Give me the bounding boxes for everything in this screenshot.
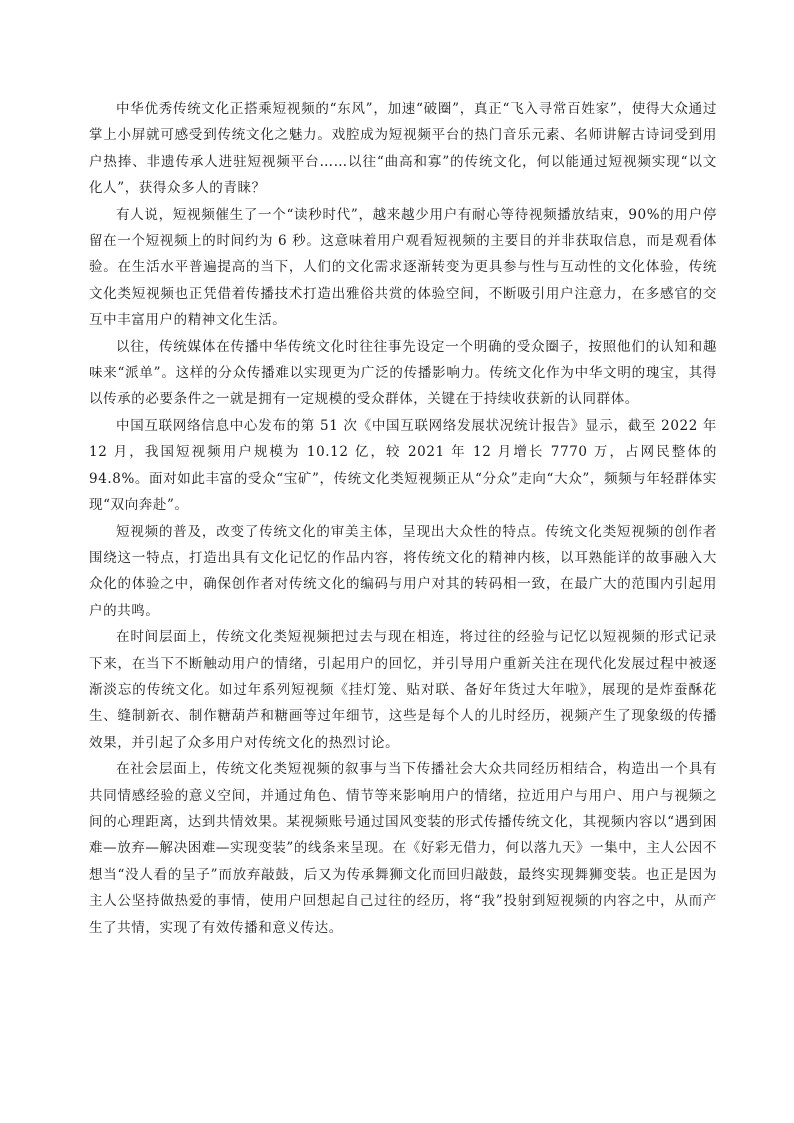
paragraph-intro: 中华优秀传统文化正搭乘短视频的“东风”，加速“破圈”，真正“飞入寻常百姓家”，使得大众通过掌上小屏就可感受到传统文化之魅力。戏腔成为短视频平台的热门音乐元素、名师讲解古诗词受到用户热捧、非遗传承人进驻短视频平台……以往“曲高和寡”的传统文化，何以能通过短视频实现“以文化人”，获得众多人的青睐？ — [89, 101, 717, 197]
article-body — [89, 96, 717, 941]
paragraph-social-dimension: 在社会层面上，传统文化类短视频的叙事与当下传播社会大众共同经历相结合，构造出一个具有共同情感经验的意义空间，并通过角色、情节等来影响用户的情绪，拉近用户与用户、用户与视频之间的心理距离，达到共情效果。某视频账号通过国风变装的形式传播传统文化，其视频内容以“遇到困难—放弃—解决困难—实现变装”的线条来呈现。在《好彩无借力，何以落九天》一集中，主人公因不想当“没人看的呈子”而放弃敲鼓，后又为传承舞狮文化而回归敲鼓，最终实现舞狮变装。也正是因为主人公坚持做热爱的事情，使用户回想起自己过往的经历，将“我”投射到短视频的内容之中，从而产生了共情，实现了有效传播和意义传达。 — [89, 761, 717, 936]
paragraph-traditional-media: 以往，传统媒体在传播中华传统文化时往往事先设定一个明确的受众圈子，按照他们的认知和趣味来“派单”。这样的分众传播难以实现更为广泛的传播影响力。传统文化作为中华文明的瑰宝，其得以传承的必要条件之一就是拥有一定规模的受众群体，关键在于持续收获新的认同群体。 — [89, 338, 717, 408]
paragraph-reading-seconds-era: 有人说，短视频催生了一个“读秒时代”，越来越少用户有耐心等待视频播放结束，90%的用户停留在一个短视频上的时间约为 6 秒。这意味着用户观看短视频的主要目的并非获取信息，而是观看体验。在生活水平普遍提高的当下，人们的文化需求逐渐转变为更具参与性与互动性的文化体验，传统文化类短视频也正凭借着传播技术打造出雅俗共赏的体验空间，不断吸引用户注意力，在多感官的交互中丰富用户的精神文化生活。 — [89, 206, 717, 329]
paragraph-cnnic-report: 中国互联网络信息中心发布的第 51 次《中国互联网络发展状况统计报告》显示，截至 2022 年 12 月，我国短视频用户规模为 10.12 亿，较 2021 年 12 月增长 7770 万，占网民整体的 94.8%。面对如此丰富的受众“宝矿”，传统文化类短视频正从“分众”走向“大众”，频频与年轻群体实现“双向奔赴”。 — [89, 417, 717, 514]
paragraph-aesthetic-subject: 短视频的普及，改变了传统文化的审美主体，呈现出大众性的特点。传统文化类短视频的创作者围绕这一特点，打造出具有文化记忆的作品内容，将传统文化的精神内核，以耳熟能详的故事融入大众化的体验之中，确保创作者对传统文化的编码与用户对其的转码相一致，在最广大的范围内引起用户的共鸣。 — [89, 523, 717, 619]
paragraph-time-dimension: 在时间层面上，传统文化类短视频把过去与现在相连，将过往的经验与记忆以短视频的形式记录下来，在当下不断触动用户的情绪，引起用户的回忆，并引导用户重新关注在现代化发展过程中被逐渐淡忘的传统文化。如过年系列短视频《挂灯笼、贴对联、备好年货过大年啦》，展现的是炸蚕酥花生、缝制新衣、制作糖葫芦和糖画等过年细节，这些是每个人的儿时经历，视频产生了现象级的传播效果，并引起了众多用户对传统文化的热烈讨论。 — [89, 629, 717, 751]
